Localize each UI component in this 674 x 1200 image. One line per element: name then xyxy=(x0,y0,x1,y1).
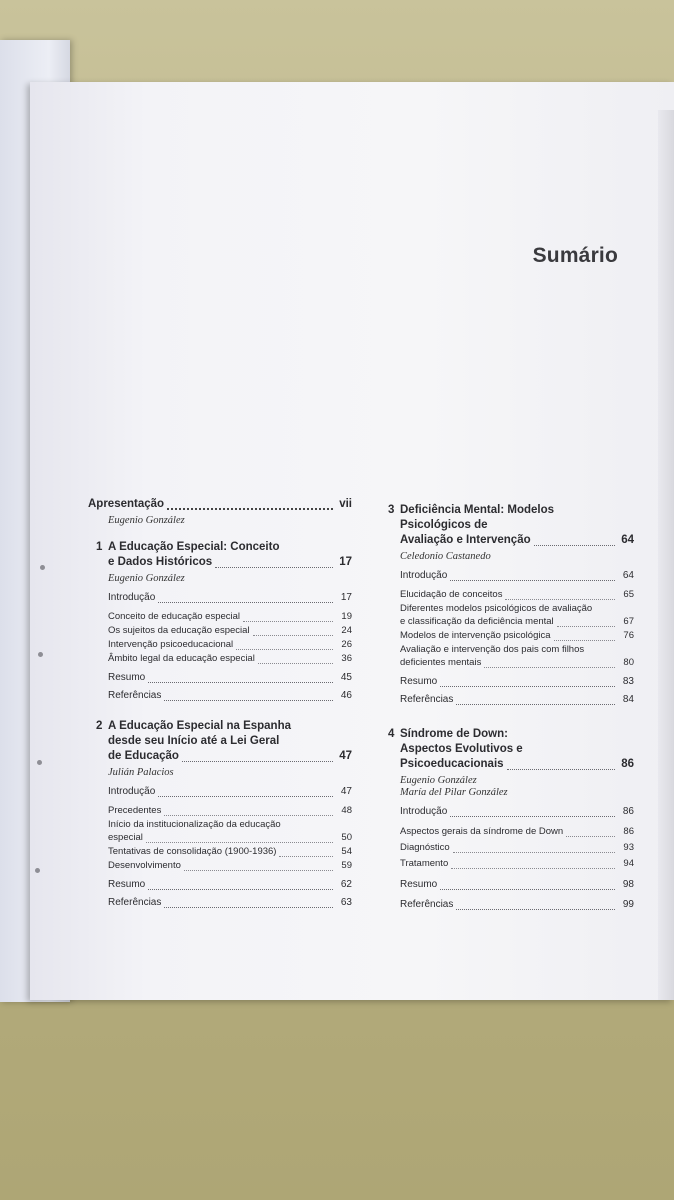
toc-entry xyxy=(380,877,634,892)
toc-entry xyxy=(380,857,634,870)
page-number: 86 xyxy=(623,826,634,837)
page-number: 36 xyxy=(341,653,352,664)
leader-dots xyxy=(146,833,333,843)
leader-dots xyxy=(456,900,615,910)
leader-dots xyxy=(215,558,333,568)
page-number: 47 xyxy=(340,786,352,797)
entry-label: Resumo xyxy=(108,672,146,683)
page-number: 62 xyxy=(340,879,352,890)
entry-label: Referências xyxy=(400,694,454,705)
leader-dots xyxy=(158,787,333,797)
entry-label: Avaliação e Intervenção xyxy=(400,534,531,546)
binding-stitch xyxy=(38,652,43,657)
entry-label: e Dados Históricos xyxy=(108,556,213,568)
toc-entry xyxy=(88,859,352,872)
leader-dots xyxy=(557,617,615,627)
entry-label: Resumo xyxy=(400,879,438,890)
entry-label: Referências xyxy=(108,690,162,701)
page-number: 47 xyxy=(339,750,352,762)
leader-dots xyxy=(566,827,615,837)
page-number: 99 xyxy=(622,899,634,910)
toc-entry xyxy=(88,895,352,910)
page-number: 17 xyxy=(340,592,352,603)
entry-label: Precedentes xyxy=(108,805,162,816)
page-number: vii xyxy=(339,498,352,510)
toc-entry xyxy=(380,804,634,819)
entry-label: Desenvolvimento xyxy=(108,860,181,871)
page-edge xyxy=(658,110,674,1000)
entry-label: e classificação da deficiência mental xyxy=(400,616,554,627)
toc-entry xyxy=(380,897,634,912)
leader-dots xyxy=(507,760,615,770)
toc-entry-apresentacao xyxy=(88,497,352,512)
binding-stitch xyxy=(37,760,42,765)
entry-label: Introdução xyxy=(108,592,156,603)
page-number: 26 xyxy=(341,639,352,650)
leader-dots xyxy=(184,861,333,871)
page-number: 48 xyxy=(341,805,352,816)
leader-dots xyxy=(450,807,615,817)
toc-entry xyxy=(88,610,352,623)
chapter-title: 2 A Educação Especial na Espanha desde seu Início até a Lei Geral de Educação 47 xyxy=(96,720,352,762)
toc-entry xyxy=(88,624,352,637)
leader-dots xyxy=(243,612,333,622)
toc-entry xyxy=(380,674,634,689)
entry-label: Introdução xyxy=(400,570,448,581)
page-number: 54 xyxy=(341,846,352,857)
toc-entry xyxy=(380,568,634,583)
toc-left-column xyxy=(88,497,352,910)
page-number: 65 xyxy=(623,589,634,600)
toc-entry xyxy=(88,688,352,703)
leader-dots xyxy=(148,880,333,890)
toc-entry xyxy=(88,652,352,665)
toc-entry xyxy=(88,804,352,817)
toc-entry xyxy=(88,670,352,685)
page-number: 76 xyxy=(623,630,634,641)
page-number: 50 xyxy=(341,832,352,843)
toc-entry xyxy=(380,841,634,854)
page-number: 17 xyxy=(339,556,352,568)
leader-dots xyxy=(440,880,615,890)
leader-dots xyxy=(451,859,615,869)
entry-label: Aspectos gerais da síndrome de Down xyxy=(400,826,564,837)
page-number: 94 xyxy=(623,858,634,869)
leader-dots xyxy=(505,590,615,600)
chapter-title: 3 Deficiência Mental: Modelos Psicológicos de Avaliação e Intervenção 64 xyxy=(388,504,634,546)
page-number: 64 xyxy=(622,570,634,581)
leader-dots xyxy=(534,536,615,546)
entry-label: Conceito de educação especial xyxy=(108,611,241,622)
chapter-title: 1 A Educação Especial: Conceito e Dados Históricos 17 xyxy=(96,541,352,568)
entry-label: deficientes mentais xyxy=(400,657,482,668)
author: Celedonio Castanedo xyxy=(400,551,491,562)
leader-dots xyxy=(158,593,333,603)
leader-dots xyxy=(236,640,333,650)
leader-dots xyxy=(182,752,333,762)
author: Eugenio González xyxy=(108,515,185,526)
entry-label: Intervenção psicoeducacional xyxy=(108,639,234,650)
toc-entry xyxy=(380,656,634,669)
entry-label: de Educação xyxy=(108,750,179,762)
chapter-3 xyxy=(380,503,634,707)
entry-label: Resumo xyxy=(400,676,438,687)
toc-entry xyxy=(380,825,634,838)
entry-label: especial xyxy=(108,832,143,843)
entry-label: Resumo xyxy=(108,879,146,890)
entry-label: Âmbito legal da educação especial xyxy=(108,653,255,664)
chapter-2 xyxy=(88,719,352,910)
page-number: 84 xyxy=(622,694,634,705)
author: Eugenio González xyxy=(400,775,477,786)
page-number: 83 xyxy=(622,676,634,687)
toc-entry xyxy=(88,784,352,799)
page-number: 86 xyxy=(622,806,634,817)
page-number: 24 xyxy=(341,625,352,636)
toc-entry-line1: Início da institucionalização da educação xyxy=(108,819,281,830)
page-number: 86 xyxy=(621,758,634,770)
entry-label: Referências xyxy=(108,897,162,908)
leader-dots xyxy=(279,847,333,857)
author: María del Pilar González xyxy=(400,787,508,798)
toc-right-column xyxy=(380,503,634,912)
page-number: 46 xyxy=(340,690,352,701)
entry-label: Referências xyxy=(400,899,454,910)
leader-dots xyxy=(258,654,333,664)
entry-label: Tentativas de consolidação (1900-1936) xyxy=(108,846,277,857)
author: Julián Palacios xyxy=(108,767,174,778)
chapter-4 xyxy=(380,727,634,912)
page-number: 80 xyxy=(623,657,634,668)
page-number: 98 xyxy=(622,879,634,890)
toc-entry xyxy=(380,588,634,601)
entry-label: Tratamento xyxy=(400,858,449,869)
binding-stitch xyxy=(40,565,45,570)
entry-label: Apresentação xyxy=(88,498,165,510)
leader-dots xyxy=(453,843,615,853)
page-title: Sumário xyxy=(532,244,618,267)
entry-label: Modelos de intervenção psicológica xyxy=(400,630,551,641)
leader-dots xyxy=(440,677,615,687)
leader-dots xyxy=(148,673,333,683)
toc-entry xyxy=(88,590,352,605)
toc-entry xyxy=(88,831,352,844)
leader-dots xyxy=(450,571,615,581)
chapter-1 xyxy=(88,540,352,703)
leader-dots xyxy=(164,806,333,816)
toc-entry-line1: Diferentes modelos psicológicos de avaliação xyxy=(400,603,593,614)
leader-dots xyxy=(164,898,333,908)
entry-label: Diagnóstico xyxy=(400,842,450,853)
page-number: 64 xyxy=(621,534,634,546)
toc-entry xyxy=(380,629,634,642)
page-number: 59 xyxy=(341,860,352,871)
leader-dots xyxy=(253,626,333,636)
leader-dots xyxy=(167,499,333,510)
page-number: 19 xyxy=(341,611,352,622)
entry-label: Elucidação de conceitos xyxy=(400,589,503,600)
leader-dots xyxy=(554,631,615,641)
toc-entry xyxy=(88,638,352,651)
page-number: 93 xyxy=(623,842,634,853)
toc-entry xyxy=(88,845,352,858)
toc-entry xyxy=(380,692,634,707)
page-number: 63 xyxy=(340,897,352,908)
page-number: 67 xyxy=(623,616,634,627)
toc-entry-line1: Avaliação e intervenção dos pais com filhos xyxy=(400,644,585,655)
entry-label: Os sujeitos da educação especial xyxy=(108,625,250,636)
toc-entry xyxy=(380,615,634,628)
leader-dots xyxy=(456,695,615,705)
entry-label: Introdução xyxy=(400,806,448,817)
leader-dots xyxy=(164,691,333,701)
toc-entry xyxy=(88,877,352,892)
chapter-title: 4 Síndrome de Down: Aspectos Evolutivos e Psicoeducacionais 86 xyxy=(388,728,634,770)
page-number: 45 xyxy=(340,672,352,683)
author: Eugenio González xyxy=(108,573,185,584)
binding-stitch xyxy=(35,868,40,873)
leader-dots xyxy=(484,658,615,668)
entry-label: Psicoeducacionais xyxy=(400,758,504,770)
entry-label: Introdução xyxy=(108,786,156,797)
